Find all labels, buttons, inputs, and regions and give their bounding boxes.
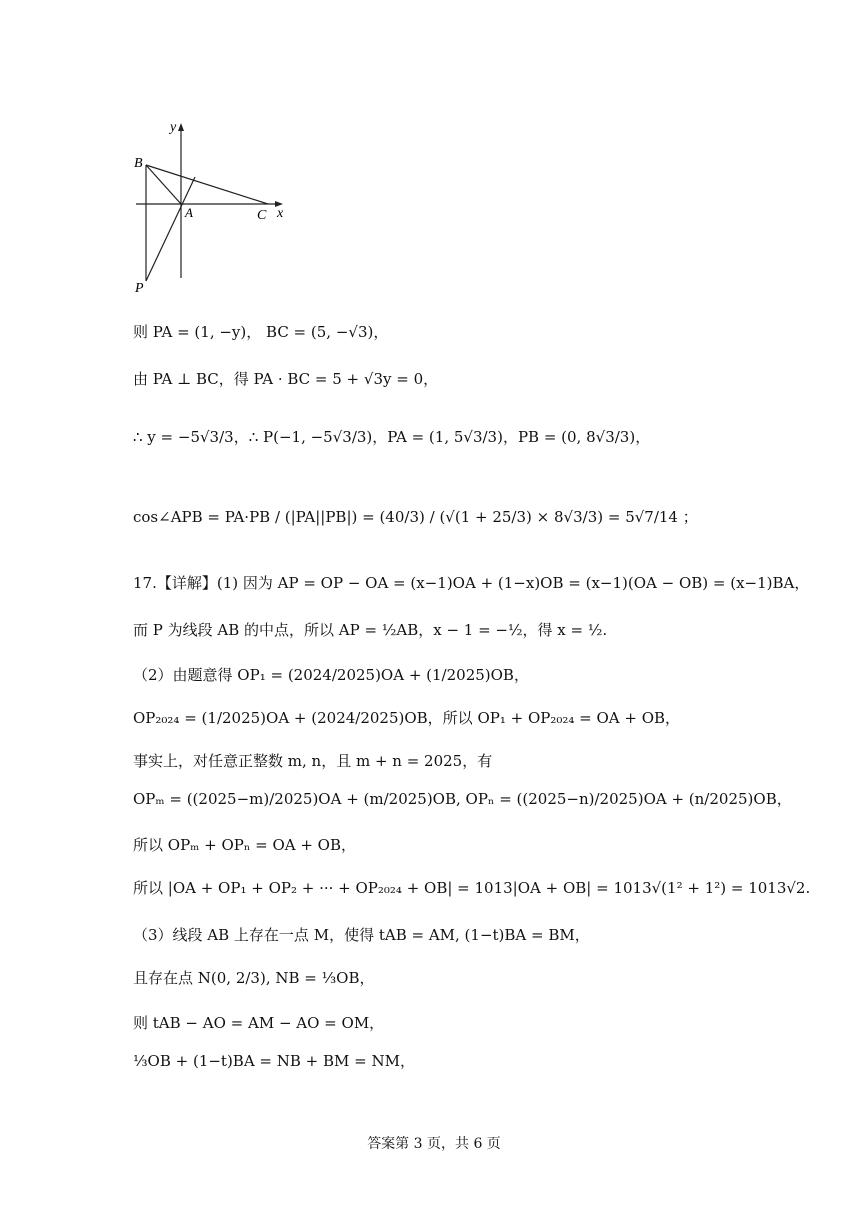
line-integers-mn: 事实上，对任意正整数 m, n，且 m + n = 2025，有 — [133, 752, 493, 770]
label-x: x — [277, 206, 284, 221]
label-A: A — [185, 205, 193, 220]
label-P: P — [135, 281, 144, 296]
line-solve-y: ∴ y = −5√3/3，∴ P(−1, −5√3/3)，PA = (1, 5√3/3)，PB = (0, 8√3/3)， — [133, 428, 651, 446]
line-point-n: 且存在点 N(0, 2/3), NB = ⅓OB， — [133, 969, 375, 987]
line-cos-apb: cos∠APB = PA·PB / (|PA||PB|) = (40/3) / (√(1 + 25/3) × 8√3/3) = 5√7/14 ； — [133, 508, 698, 526]
label-B: B — [134, 156, 143, 171]
line-part3-point-m: （3）线段 AB 上存在一点 M，使得 tAB = AM, (1−t)BA = BM， — [133, 926, 590, 944]
line-nm: ⅓OB + (1−t)BA = NB + BM = NM， — [133, 1052, 415, 1070]
label-C: C — [257, 208, 267, 223]
line-midpoint: 而 P 为线段 AB 的中点，所以 AP = ½AB，x − 1 = −½，得 x = ½. — [133, 621, 608, 639]
coordinate-figure — [128, 115, 298, 300]
y-axis-arrow-icon — [178, 123, 184, 131]
line-perpendicular: 由 PA ⊥ BC，得 PA · BC = 5 + √3y = 0， — [133, 370, 439, 388]
line-total-magnitude: 所以 |OA + OP₁ + OP₂ + ··· + OP₂₀₂₄ + OB| = 1013|OA + OB| = 1013√(1² + 1²) = 1013√2. — [133, 879, 811, 897]
line-sum-opm-opn: 所以 OPₘ + OPₙ = OA + OB， — [133, 836, 357, 854]
label-y: y — [170, 120, 177, 135]
page-footer: 答案第 3 页，共 6 页 — [367, 1136, 501, 1152]
line-17-part1: 17.【详解】(1) 因为 AP = OP − OA = (x−1)OA + (1−x)OB = (x−1)(OA − OB) = (x−1)BA， — [133, 574, 810, 592]
line-pa-bc-vectors: 则 PA = (1, −y)， BC = (5, −√3)， — [133, 323, 389, 341]
line-om: 则 tAB − AO = AM − AO = OM， — [133, 1014, 385, 1032]
line-part2-op1: （2）由题意得 OP₁ = (2024/2025)OA + (1/2025)OB， — [133, 666, 529, 684]
line-opm-opn: OPₘ = ((2025−m)/2025)OA + (m/2025)OB, OPₙ = ((2025−n)/2025)OA + (n/2025)OB， — [133, 790, 792, 808]
line-op2024: OP₂₀₂₄ = (1/2025)OA + (2024/2025)OB，所以 OP₁ + OP₂₀₂₄ = OA + OB， — [133, 709, 681, 727]
